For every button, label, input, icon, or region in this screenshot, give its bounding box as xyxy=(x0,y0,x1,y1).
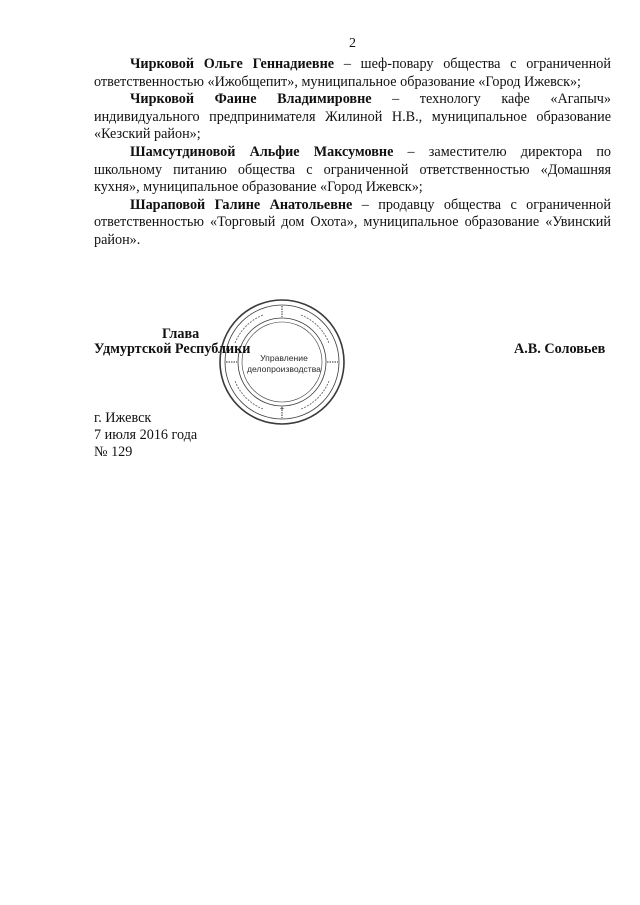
official-seal xyxy=(218,298,346,426)
document-body xyxy=(94,56,611,250)
footer-number: № 129 xyxy=(94,444,133,460)
stamp-center-line1: Управление xyxy=(260,353,308,363)
person-description: – шеф-повару общества с ограниченной ответственностью «Ижобщепит», муниципальное образование «Город Ижевск»; xyxy=(94,56,611,90)
signer-name: А.В. Соловьев xyxy=(514,341,606,357)
footer-date: 7 июля 2016 года xyxy=(94,427,198,443)
person-description: – технологу кафе «Агапыч» индивидуального предпринимателя Жилиной Н.В., муниципальное образование «Кезский район»; xyxy=(94,91,611,143)
signature-title-line2: Удмуртской Республики xyxy=(94,341,251,357)
paragraph-sharapova-galina xyxy=(94,197,611,250)
paragraph-chirkova-olga xyxy=(94,56,611,91)
person-description: – заместителю директора по школьному питанию общества с ограниченной ответственностью «Домашняя кухня», муниципальное образование «Город Ижевск»; xyxy=(94,143,612,196)
person-name: Шараповой Галине Анатольевне xyxy=(130,196,353,213)
person-name: Шамсутдиновой Альфие Максумовне xyxy=(130,143,394,160)
footer-city: г. Ижевск xyxy=(94,410,152,426)
paragraph-shamsutdinova-alfiya xyxy=(94,144,611,197)
svg-text:+: + xyxy=(279,404,285,414)
stamp-center-line2: делопроизводства xyxy=(247,364,321,374)
page-number: 2 xyxy=(349,36,356,51)
person-description: – продавцу общества с ограниченной ответственностью «Торговый дом Охота», муниципальное образование «Увинский район». xyxy=(94,196,611,248)
person-name: Чирковой Фаине Владимировне xyxy=(130,91,372,108)
person-name: Чирковой Ольге Геннадиевне xyxy=(130,56,335,72)
signature-title-line1: Глава xyxy=(162,326,200,342)
paragraph-chirkova-faina xyxy=(94,91,611,144)
